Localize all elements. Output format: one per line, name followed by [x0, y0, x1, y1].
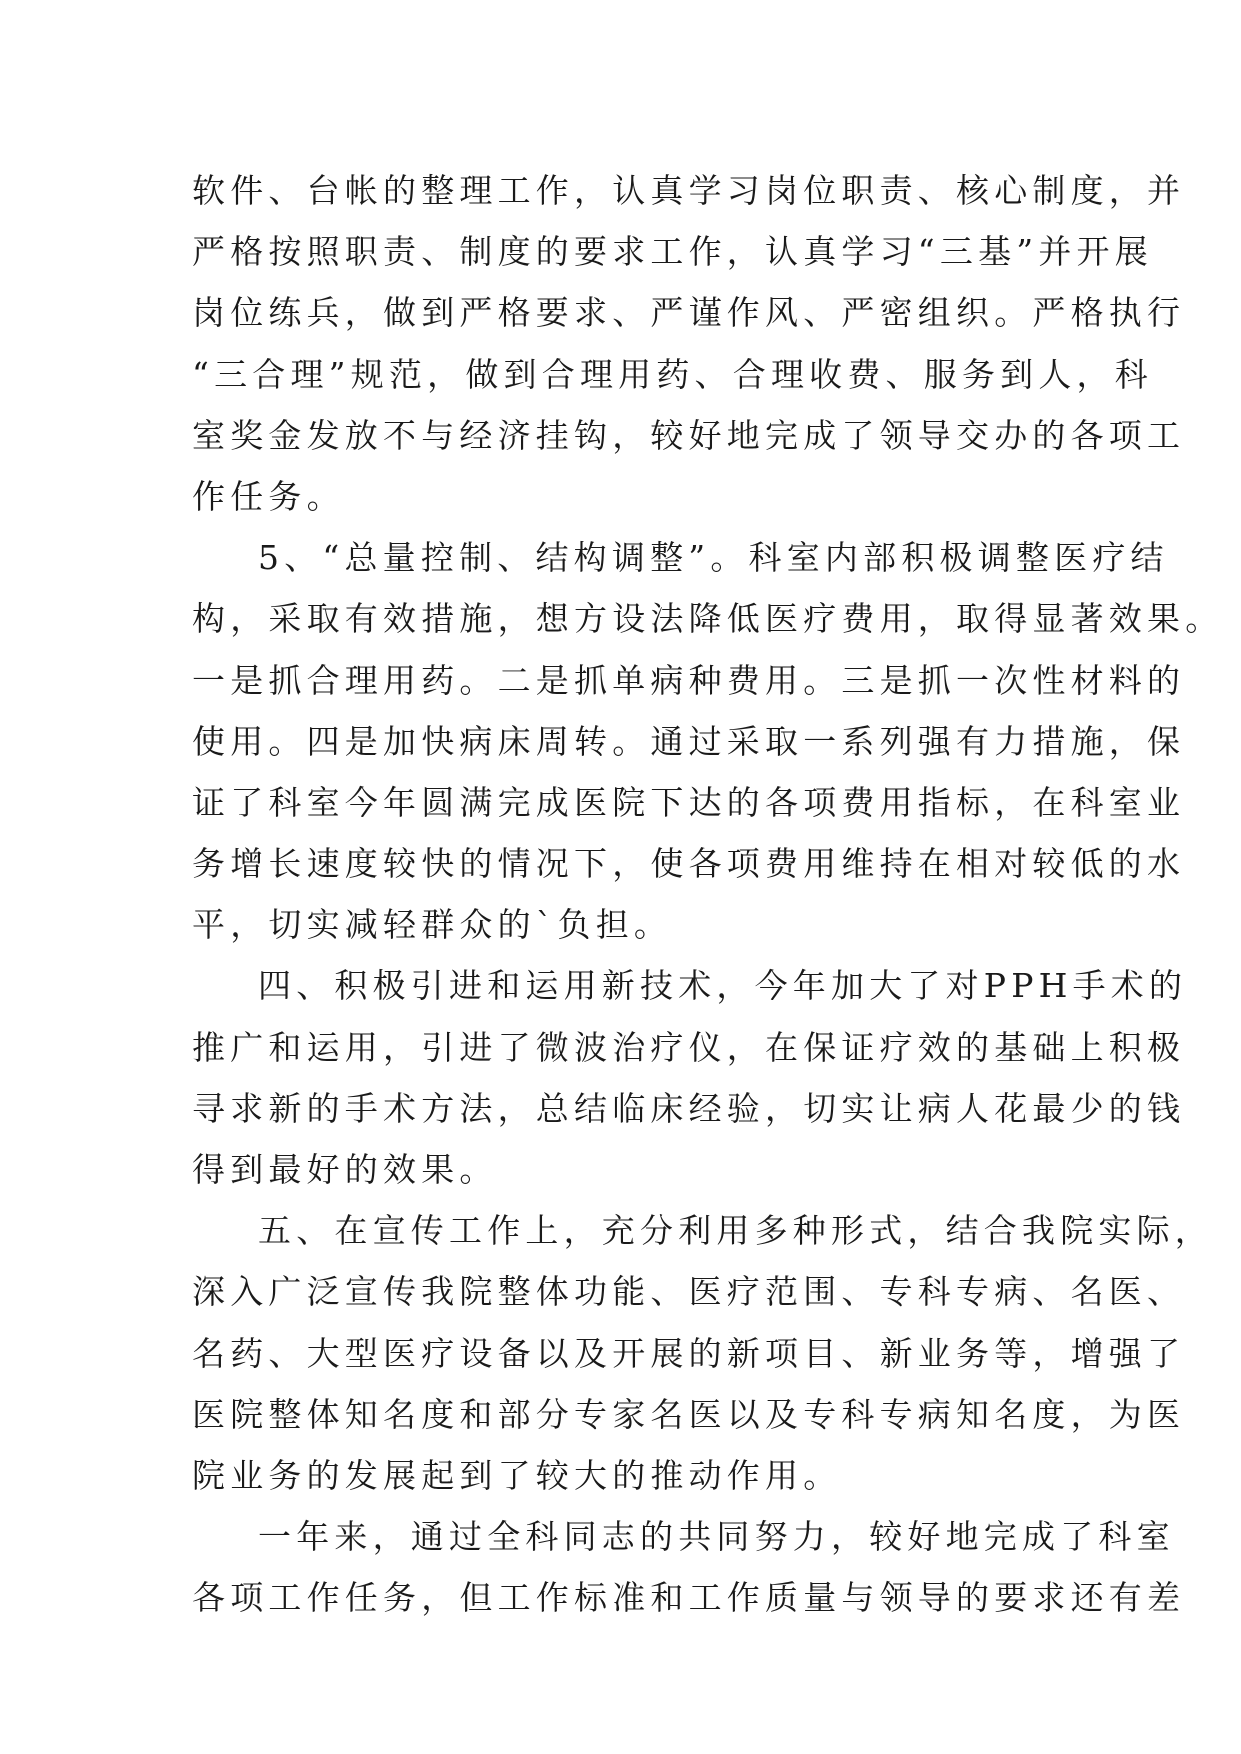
text-line: 寻求新的手术方法，总结临床经验，切实让病人花最少的钱: [192, 1088, 1186, 1128]
text-line: 名药、大型医疗设备以及开展的新项目、新业务等，增强了: [192, 1333, 1186, 1373]
text-line: 一是抓合理用药。二是抓单病种费用。三是抓一次性材料的: [192, 660, 1186, 700]
paragraph-start-line: 四、积极引进和运用新技术，今年加大了对PPH手术的: [258, 966, 1188, 1006]
text-line: 软件、台帐的整理工作，认真学习岗位职责、核心制度，并: [192, 171, 1186, 210]
text-line: 深入广泛宣传我院整体功能、医疗范围、专科专病、名医、: [192, 1272, 1186, 1312]
text-line: 平，切实减轻群众的`负担。: [192, 905, 673, 945]
text-line: 室奖金发放不与经济挂钩，较好地完成了领导交办的各项工: [192, 415, 1186, 455]
text-line: “三合理”规范，做到合理用药、合理收费、服务到人，科: [192, 354, 1153, 394]
body-text: [192, 160, 1224, 1629]
text-line: 务增长速度较快的情况下，使各项费用维持在相对较低的水: [192, 844, 1186, 884]
text-line: 岗位练兵，做到严格要求、严谨作风、严密组织。严格执行: [192, 293, 1186, 333]
text-line: 院业务的发展起到了较大的推动作用。: [192, 1455, 842, 1495]
paragraph-start-line: 5、“总量控制、结构调整”。科室内部积极调整医疗结: [258, 538, 1169, 578]
text-line: 构，采取有效措施，想方设法降低医疗费用，取得显著效果。: [192, 599, 1224, 639]
text-line: 使用。四是加快病床周转。通过采取一系列强有力措施，保: [192, 721, 1186, 761]
text-line: 各项工作任务，但工作标准和工作质量与领导的要求还有差: [192, 1578, 1186, 1618]
text-line: 作任务。: [192, 476, 345, 516]
paragraph-start-line: 五、在宣传工作上，充分利用多种形式，结合我院实际，: [258, 1211, 1213, 1251]
text-line: 证了科室今年圆满完成医院下达的各项费用指标，在科室业: [192, 782, 1186, 822]
text-line: 医院整体知名度和部分专家名医以及专科专病知名度，为医: [192, 1394, 1186, 1434]
text-line: 严格按照职责、制度的要求工作，认真学习“三基”并开展: [192, 232, 1153, 272]
text-line: 推广和运用，引进了微波治疗仪，在保证疗效的基础上积极: [192, 1027, 1186, 1067]
paragraph-start-line: 一年来，通过全科同志的共同努力，较好地完成了科室: [258, 1517, 1175, 1557]
text-line: 得到最好的效果。: [192, 1150, 498, 1189]
